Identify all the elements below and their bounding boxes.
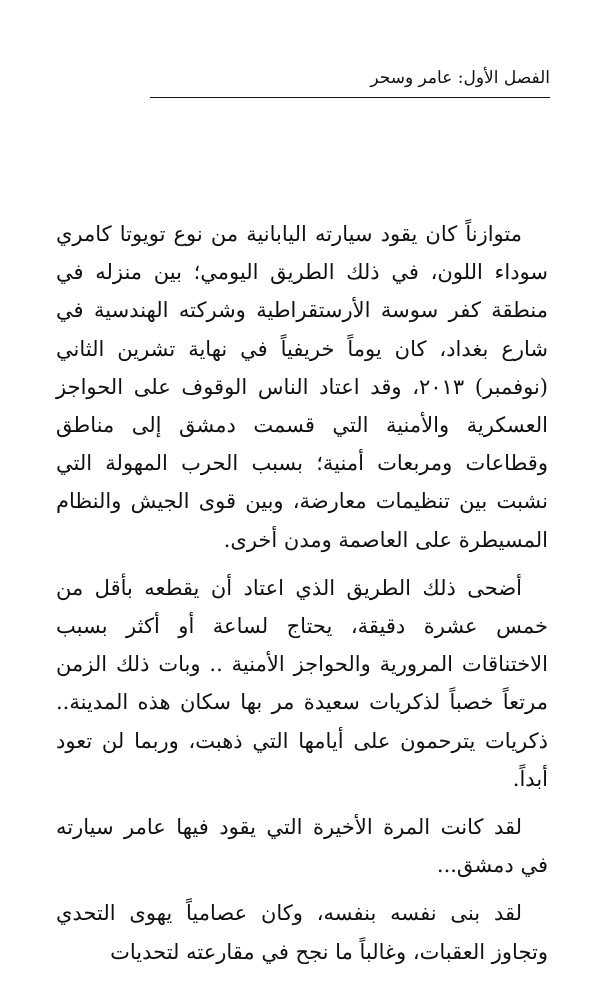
paragraph-1: متوازناً كان يقود سيارته اليابانية من نوع تويوتا كامري سوداء اللون، في ذلك الطريق اليومي؛ بين منزله في منطقة كفر سوسة الأرستقراطية وشركته الهندسية في شارع بغداد، كان يوماً خريفياً في نهاية تشرين الثاني (نوفمبر) ٢٠١٣، وقد اعتاد الناس الوقوف على الحواجز العسكرية والأمنية التي قسمت دمشق إلى مناطق وقطاعات ومربعات أمنية؛ بسبب الحرب المهولة التي نشبت بين تنظيمات معارضة، وبين قوى الجيش والنظام المسيطرة على العاصمة ومدن أخرى. <box>56 222 549 552</box>
paragraph-2: أضحى ذلك الطريق الذي اعتاد أن يقطعه بأقل من خمس عشرة دقيقة، يحتاج لساعة أو أكثر بسبب الاختناقات المرورية والحواجز الأمنية .. وبات ذلك الزمن مرتعاً خصباً لذكريات سعيدة مر بها سكان هذه المدينة.. ذكريات يترحمون على أيامها التي ذهبت، وربما لن تعود أبداً. <box>56 575 548 791</box>
header-divider <box>150 97 550 98</box>
paragraph-4: لقد بنى نفسه بنفسه، وكان عصامياً يهوى التحدي وتجاوز العقبات، وغالباً ما نجح في مقارعته لتحديات <box>56 901 548 964</box>
paragraph-3: لقد كانت المرة الأخيرة التي يقود فيها عامر سيارته في دمشق... <box>56 815 548 878</box>
running-header: الفصل الأول: عامر وسحر <box>370 68 550 88</box>
chapter-body <box>56 215 548 971</box>
